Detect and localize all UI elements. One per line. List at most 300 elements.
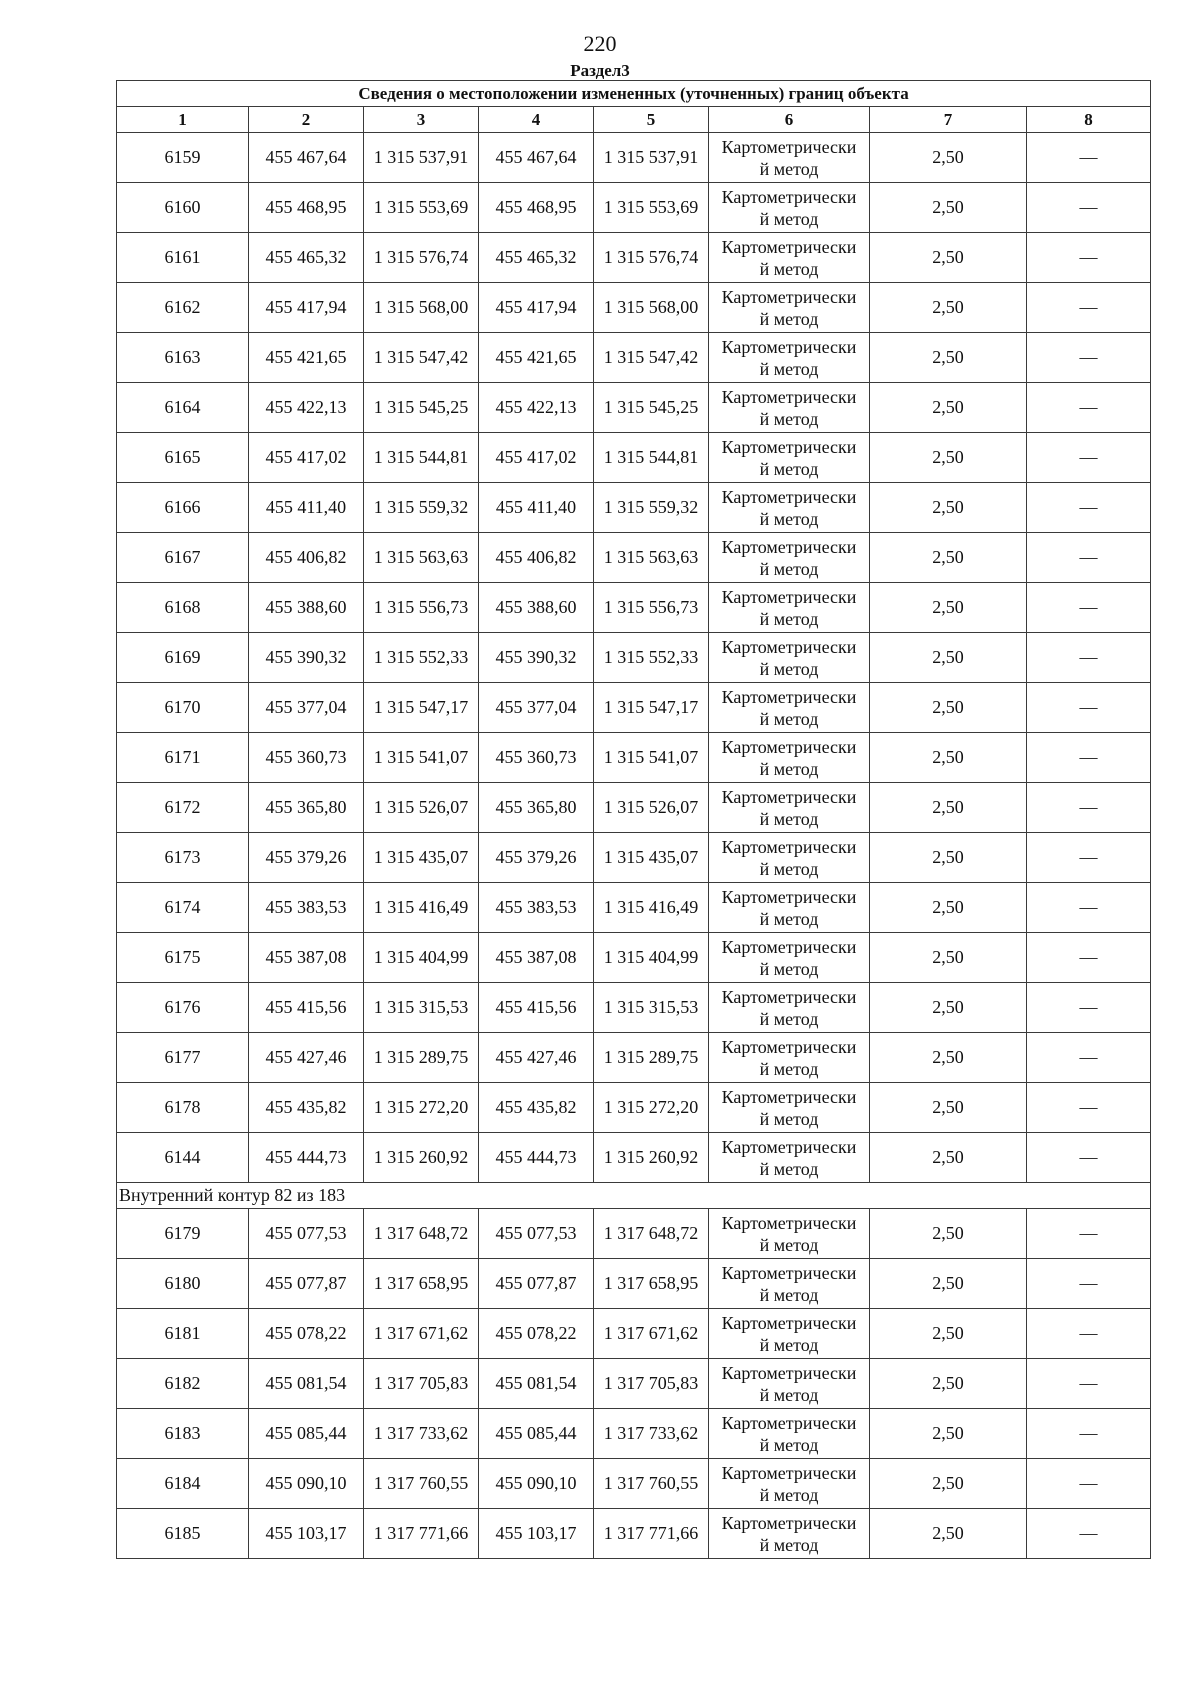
accuracy-cell: 2,50: [870, 333, 1027, 383]
method-line2: й метод: [759, 1108, 819, 1129]
method-cell: [709, 183, 870, 233]
table-row: [117, 233, 1151, 283]
method-line1: Картометрически: [721, 686, 857, 707]
method-line1: Картометрически: [721, 286, 857, 307]
x-old-cell: 455 427,46: [249, 1033, 364, 1083]
note-cell: —: [1027, 883, 1151, 933]
note-cell: —: [1027, 283, 1151, 333]
y-old-cell: 1 317 671,62: [364, 1309, 479, 1359]
method-cell: [709, 1083, 870, 1133]
accuracy-cell: 2,50: [870, 283, 1027, 333]
method-line1: Картометрически: [721, 236, 857, 257]
accuracy-cell: 2,50: [870, 533, 1027, 583]
point-id-cell: 6179: [117, 1209, 249, 1259]
x-old-cell: 455 081,54: [249, 1359, 364, 1409]
method-cell: [709, 933, 870, 983]
accuracy-cell: 2,50: [870, 983, 1027, 1033]
method-cell: [709, 1459, 870, 1509]
x-new-cell: 455 379,26: [479, 833, 594, 883]
point-id-cell: 6176: [117, 983, 249, 1033]
accuracy-cell: 2,50: [870, 383, 1027, 433]
x-new-cell: 455 465,32: [479, 233, 594, 283]
method-cell: [709, 833, 870, 883]
method-cell: [709, 1309, 870, 1359]
table-row: [117, 933, 1151, 983]
point-id-cell: 6167: [117, 533, 249, 583]
point-id-cell: 6180: [117, 1259, 249, 1309]
method-line2: й метод: [759, 508, 819, 529]
method-cell: [709, 283, 870, 333]
x-new-cell: 455 360,73: [479, 733, 594, 783]
accuracy-cell: 2,50: [870, 183, 1027, 233]
y-old-cell: 1 317 760,55: [364, 1459, 479, 1509]
point-id-cell: 6183: [117, 1409, 249, 1459]
note-cell: —: [1027, 1409, 1151, 1459]
method-line2: й метод: [759, 408, 819, 429]
y-old-cell: 1 315 545,25: [364, 383, 479, 433]
y-new-cell: 1 317 648,72: [594, 1209, 709, 1259]
method-line1: Картометрически: [721, 436, 857, 457]
column-number: 7: [870, 107, 1027, 133]
y-old-cell: 1 315 544,81: [364, 433, 479, 483]
x-new-cell: 455 365,80: [479, 783, 594, 833]
point-id-cell: 6184: [117, 1459, 249, 1509]
method-line1: Картометрически: [721, 136, 857, 157]
method-line2: й метод: [759, 658, 819, 679]
y-new-cell: 1 315 544,81: [594, 433, 709, 483]
method-line1: Картометрически: [721, 636, 857, 657]
method-cell: [709, 883, 870, 933]
method-cell: [709, 233, 870, 283]
y-old-cell: 1 315 272,20: [364, 1083, 479, 1133]
accuracy-cell: 2,50: [870, 1509, 1027, 1559]
accuracy-cell: 2,50: [870, 483, 1027, 533]
y-old-cell: 1 315 260,92: [364, 1133, 479, 1183]
point-id-cell: 6168: [117, 583, 249, 633]
method-line1: Картометрически: [721, 1362, 857, 1383]
x-new-cell: 455 421,65: [479, 333, 594, 383]
y-new-cell: 1 315 556,73: [594, 583, 709, 633]
y-old-cell: 1 315 526,07: [364, 783, 479, 833]
method-line2: й метод: [759, 308, 819, 329]
y-new-cell: 1 317 671,62: [594, 1309, 709, 1359]
accuracy-cell: 2,50: [870, 233, 1027, 283]
method-line1: Картометрически: [721, 836, 857, 857]
y-old-cell: 1 317 705,83: [364, 1359, 479, 1409]
method-line1: Картометрически: [721, 386, 857, 407]
accuracy-cell: 2,50: [870, 733, 1027, 783]
y-old-cell: 1 315 563,63: [364, 533, 479, 583]
column-number: 8: [1027, 107, 1151, 133]
table-row: [117, 1309, 1151, 1359]
table-row: [117, 283, 1151, 333]
x-old-cell: 455 390,32: [249, 633, 364, 683]
x-new-cell: 455 081,54: [479, 1359, 594, 1409]
x-old-cell: 455 077,87: [249, 1259, 364, 1309]
column-number: 5: [594, 107, 709, 133]
y-old-cell: 1 315 556,73: [364, 583, 479, 633]
point-id-cell: 6182: [117, 1359, 249, 1409]
accuracy-cell: 2,50: [870, 1259, 1027, 1309]
y-new-cell: 1 315 552,33: [594, 633, 709, 683]
y-new-cell: 1 317 733,62: [594, 1409, 709, 1459]
y-new-cell: 1 315 547,17: [594, 683, 709, 733]
x-new-cell: 455 077,53: [479, 1209, 594, 1259]
method-line2: й метод: [759, 1058, 819, 1079]
point-id-cell: 6169: [117, 633, 249, 683]
accuracy-cell: 2,50: [870, 433, 1027, 483]
method-line1: Картометрически: [721, 1036, 857, 1057]
x-old-cell: 455 379,26: [249, 833, 364, 883]
table-row: [117, 1033, 1151, 1083]
table-row: [117, 633, 1151, 683]
y-new-cell: 1 315 541,07: [594, 733, 709, 783]
y-old-cell: 1 315 541,07: [364, 733, 479, 783]
x-old-cell: 455 468,95: [249, 183, 364, 233]
note-cell: —: [1027, 183, 1151, 233]
method-cell: [709, 1509, 870, 1559]
note-cell: —: [1027, 1509, 1151, 1559]
y-old-cell: 1 317 658,95: [364, 1259, 479, 1309]
y-new-cell: 1 315 526,07: [594, 783, 709, 833]
method-cell: [709, 633, 870, 683]
method-line1: Картометрически: [721, 1212, 857, 1233]
note-cell: —: [1027, 1033, 1151, 1083]
y-new-cell: 1 315 537,91: [594, 133, 709, 183]
table-row: [117, 883, 1151, 933]
point-id-cell: 6177: [117, 1033, 249, 1083]
point-id-cell: 6185: [117, 1509, 249, 1559]
method-line1: Картометрически: [721, 336, 857, 357]
table-row: [117, 1259, 1151, 1309]
y-new-cell: 1 315 404,99: [594, 933, 709, 983]
note-cell: —: [1027, 1309, 1151, 1359]
note-cell: —: [1027, 983, 1151, 1033]
note-cell: —: [1027, 1083, 1151, 1133]
x-new-cell: 455 090,10: [479, 1459, 594, 1509]
x-new-cell: 455 422,13: [479, 383, 594, 433]
point-id-cell: 6175: [117, 933, 249, 983]
note-cell: —: [1027, 583, 1151, 633]
method-cell: [709, 1133, 870, 1183]
x-old-cell: 455 435,82: [249, 1083, 364, 1133]
method-line1: Картометрически: [721, 986, 857, 1007]
y-old-cell: 1 317 648,72: [364, 1209, 479, 1259]
note-cell: —: [1027, 1259, 1151, 1309]
table-row: [117, 1133, 1151, 1183]
method-cell: [709, 1209, 870, 1259]
x-old-cell: 455 090,10: [249, 1459, 364, 1509]
point-id-cell: 6161: [117, 233, 249, 283]
y-old-cell: 1 315 576,74: [364, 233, 479, 283]
method-line2: й метод: [759, 1008, 819, 1029]
method-line2: й метод: [759, 958, 819, 979]
accuracy-cell: 2,50: [870, 1133, 1027, 1183]
method-line1: Картометрически: [721, 1136, 857, 1157]
x-new-cell: 455 383,53: [479, 883, 594, 933]
x-new-cell: 455 417,94: [479, 283, 594, 333]
y-old-cell: 1 315 568,00: [364, 283, 479, 333]
method-cell: [709, 733, 870, 783]
x-new-cell: 455 417,02: [479, 433, 594, 483]
x-new-cell: 455 427,46: [479, 1033, 594, 1083]
accuracy-cell: 2,50: [870, 783, 1027, 833]
table-row: [117, 183, 1151, 233]
contour-label: Внутренний контур 82 из 183: [117, 1183, 1151, 1209]
method-line2: й метод: [759, 158, 819, 179]
method-line2: й метод: [759, 458, 819, 479]
point-id-cell: 6172: [117, 783, 249, 833]
method-line1: Картометрически: [721, 1086, 857, 1107]
note-cell: —: [1027, 333, 1151, 383]
note-cell: —: [1027, 1209, 1151, 1259]
column-number: 6: [709, 107, 870, 133]
method-line1: Картометрически: [721, 936, 857, 957]
y-new-cell: 1 315 563,63: [594, 533, 709, 583]
method-cell: [709, 1359, 870, 1409]
y-old-cell: 1 315 552,33: [364, 633, 479, 683]
method-line2: й метод: [759, 808, 819, 829]
method-line2: й метод: [759, 708, 819, 729]
method-cell: [709, 333, 870, 383]
x-new-cell: 455 077,87: [479, 1259, 594, 1309]
y-new-cell: 1 315 559,32: [594, 483, 709, 533]
note-cell: —: [1027, 783, 1151, 833]
x-old-cell: 455 077,53: [249, 1209, 364, 1259]
method-line2: й метод: [759, 258, 819, 279]
method-line2: й метод: [759, 208, 819, 229]
x-old-cell: 455 406,82: [249, 533, 364, 583]
accuracy-cell: 2,50: [870, 1309, 1027, 1359]
y-new-cell: 1 315 315,53: [594, 983, 709, 1033]
contour-label-row: [117, 1183, 1151, 1209]
table-row: [117, 683, 1151, 733]
table-row: [117, 583, 1151, 633]
point-id-cell: 6144: [117, 1133, 249, 1183]
method-cell: [709, 383, 870, 433]
x-new-cell: 455 467,64: [479, 133, 594, 183]
note-cell: —: [1027, 1359, 1151, 1409]
note-cell: —: [1027, 483, 1151, 533]
method-line1: Картометрически: [721, 586, 857, 607]
x-old-cell: 455 422,13: [249, 383, 364, 433]
note-cell: —: [1027, 433, 1151, 483]
point-id-cell: 6160: [117, 183, 249, 233]
column-number: 3: [364, 107, 479, 133]
section-title: Раздел3: [570, 61, 630, 80]
method-cell: [709, 1259, 870, 1309]
y-old-cell: 1 315 553,69: [364, 183, 479, 233]
x-new-cell: 455 388,60: [479, 583, 594, 633]
method-line1: Картометрически: [721, 536, 857, 557]
column-number: 1: [117, 107, 249, 133]
x-old-cell: 455 383,53: [249, 883, 364, 933]
y-old-cell: 1 315 404,99: [364, 933, 479, 983]
x-old-cell: 455 078,22: [249, 1309, 364, 1359]
accuracy-cell: 2,50: [870, 1409, 1027, 1459]
table-body: [117, 81, 1151, 1559]
y-new-cell: 1 315 553,69: [594, 183, 709, 233]
y-old-cell: 1 315 537,91: [364, 133, 479, 183]
note-cell: —: [1027, 733, 1151, 783]
x-new-cell: 455 435,82: [479, 1083, 594, 1133]
x-old-cell: 455 417,94: [249, 283, 364, 333]
note-cell: —: [1027, 1459, 1151, 1509]
method-cell: [709, 533, 870, 583]
table-row: [117, 1459, 1151, 1509]
x-new-cell: 455 468,95: [479, 183, 594, 233]
method-line1: Картометрически: [721, 736, 857, 757]
note-cell: —: [1027, 933, 1151, 983]
x-new-cell: 455 377,04: [479, 683, 594, 733]
method-cell: [709, 983, 870, 1033]
point-id-cell: 6159: [117, 133, 249, 183]
x-old-cell: 455 444,73: [249, 1133, 364, 1183]
method-line2: й метод: [759, 1484, 819, 1505]
x-new-cell: 455 411,40: [479, 483, 594, 533]
point-id-cell: 6171: [117, 733, 249, 783]
table-row: [117, 133, 1151, 183]
y-old-cell: 1 315 559,32: [364, 483, 479, 533]
accuracy-cell: 2,50: [870, 633, 1027, 683]
table-row: [117, 1083, 1151, 1133]
method-line1: Картометрически: [721, 486, 857, 507]
note-cell: —: [1027, 133, 1151, 183]
y-old-cell: 1 317 771,66: [364, 1509, 479, 1559]
y-new-cell: 1 317 658,95: [594, 1259, 709, 1309]
accuracy-cell: 2,50: [870, 683, 1027, 733]
y-new-cell: 1 315 289,75: [594, 1033, 709, 1083]
x-new-cell: 455 415,56: [479, 983, 594, 1033]
coordinates-table: [116, 80, 1151, 1559]
method-line2: й метод: [759, 1334, 819, 1355]
accuracy-cell: 2,50: [870, 883, 1027, 933]
point-id-cell: 6170: [117, 683, 249, 733]
accuracy-cell: 2,50: [870, 1033, 1027, 1083]
method-cell: [709, 133, 870, 183]
table-row: [117, 733, 1151, 783]
y-old-cell: 1 315 547,17: [364, 683, 479, 733]
table-row: [117, 433, 1151, 483]
page-number: 220: [583, 31, 617, 56]
method-line2: й метод: [759, 858, 819, 879]
accuracy-cell: 2,50: [870, 1083, 1027, 1133]
method-cell: [709, 1409, 870, 1459]
note-cell: —: [1027, 833, 1151, 883]
x-old-cell: 455 415,56: [249, 983, 364, 1033]
note-cell: —: [1027, 1133, 1151, 1183]
y-old-cell: 1 315 435,07: [364, 833, 479, 883]
table-row: [117, 1209, 1151, 1259]
method-cell: [709, 1033, 870, 1083]
table-row: [117, 1409, 1151, 1459]
method-line2: й метод: [759, 1284, 819, 1305]
method-line2: й метод: [759, 608, 819, 629]
method-line1: Картометрически: [721, 1462, 857, 1483]
x-old-cell: 455 411,40: [249, 483, 364, 533]
y-old-cell: 1 317 733,62: [364, 1409, 479, 1459]
x-old-cell: 455 365,80: [249, 783, 364, 833]
method-line1: Картометрически: [721, 1412, 857, 1433]
y-new-cell: 1 315 568,00: [594, 283, 709, 333]
x-old-cell: 455 085,44: [249, 1409, 364, 1459]
table-row: [117, 1509, 1151, 1559]
method-line1: Картометрически: [721, 886, 857, 907]
y-old-cell: 1 315 289,75: [364, 1033, 479, 1083]
y-old-cell: 1 315 416,49: [364, 883, 479, 933]
table-row: [117, 483, 1151, 533]
y-new-cell: 1 315 260,92: [594, 1133, 709, 1183]
y-new-cell: 1 315 545,25: [594, 383, 709, 433]
point-id-cell: 6174: [117, 883, 249, 933]
point-id-cell: 6162: [117, 283, 249, 333]
accuracy-cell: 2,50: [870, 833, 1027, 883]
accuracy-cell: 2,50: [870, 1359, 1027, 1409]
x-new-cell: 455 390,32: [479, 633, 594, 683]
y-new-cell: 1 315 416,49: [594, 883, 709, 933]
accuracy-cell: 2,50: [870, 133, 1027, 183]
note-cell: —: [1027, 533, 1151, 583]
x-new-cell: 455 103,17: [479, 1509, 594, 1559]
x-old-cell: 455 417,02: [249, 433, 364, 483]
method-cell: [709, 483, 870, 533]
method-line2: й метод: [759, 1434, 819, 1455]
x-old-cell: 455 388,60: [249, 583, 364, 633]
table-row: [117, 383, 1151, 433]
method-cell: [709, 433, 870, 483]
x-old-cell: 455 465,32: [249, 233, 364, 283]
point-id-cell: 6166: [117, 483, 249, 533]
x-new-cell: 455 078,22: [479, 1309, 594, 1359]
x-old-cell: 455 387,08: [249, 933, 364, 983]
y-old-cell: 1 315 315,53: [364, 983, 479, 1033]
y-new-cell: 1 317 771,66: [594, 1509, 709, 1559]
x-new-cell: 455 444,73: [479, 1133, 594, 1183]
method-line2: й метод: [759, 358, 819, 379]
x-new-cell: 455 406,82: [479, 533, 594, 583]
method-cell: [709, 783, 870, 833]
method-line1: Картометрически: [721, 1262, 857, 1283]
accuracy-cell: 2,50: [870, 1209, 1027, 1259]
method-line1: Картометрически: [721, 786, 857, 807]
note-cell: —: [1027, 383, 1151, 433]
column-number: 4: [479, 107, 594, 133]
y-new-cell: 1 315 435,07: [594, 833, 709, 883]
point-id-cell: 6164: [117, 383, 249, 433]
table-title-row: [117, 81, 1151, 107]
table-row: [117, 833, 1151, 883]
method-line1: Картометрически: [721, 186, 857, 207]
note-cell: —: [1027, 683, 1151, 733]
table-row: [117, 983, 1151, 1033]
table-row: [117, 1359, 1151, 1409]
x-old-cell: 455 103,17: [249, 1509, 364, 1559]
x-old-cell: 455 377,04: [249, 683, 364, 733]
method-line2: й метод: [759, 1384, 819, 1405]
y-new-cell: 1 315 547,42: [594, 333, 709, 383]
table-row: [117, 533, 1151, 583]
x-old-cell: 455 360,73: [249, 733, 364, 783]
method-line2: й метод: [759, 1534, 819, 1555]
accuracy-cell: 2,50: [870, 1459, 1027, 1509]
table-title: Сведения о местоположении измененных (уточненных) границ объекта: [117, 81, 1151, 107]
note-cell: —: [1027, 233, 1151, 283]
method-line2: й метод: [759, 558, 819, 579]
method-line2: й метод: [759, 1158, 819, 1179]
column-number-row: [117, 107, 1151, 133]
y-new-cell: 1 317 705,83: [594, 1359, 709, 1409]
point-id-cell: 6165: [117, 433, 249, 483]
